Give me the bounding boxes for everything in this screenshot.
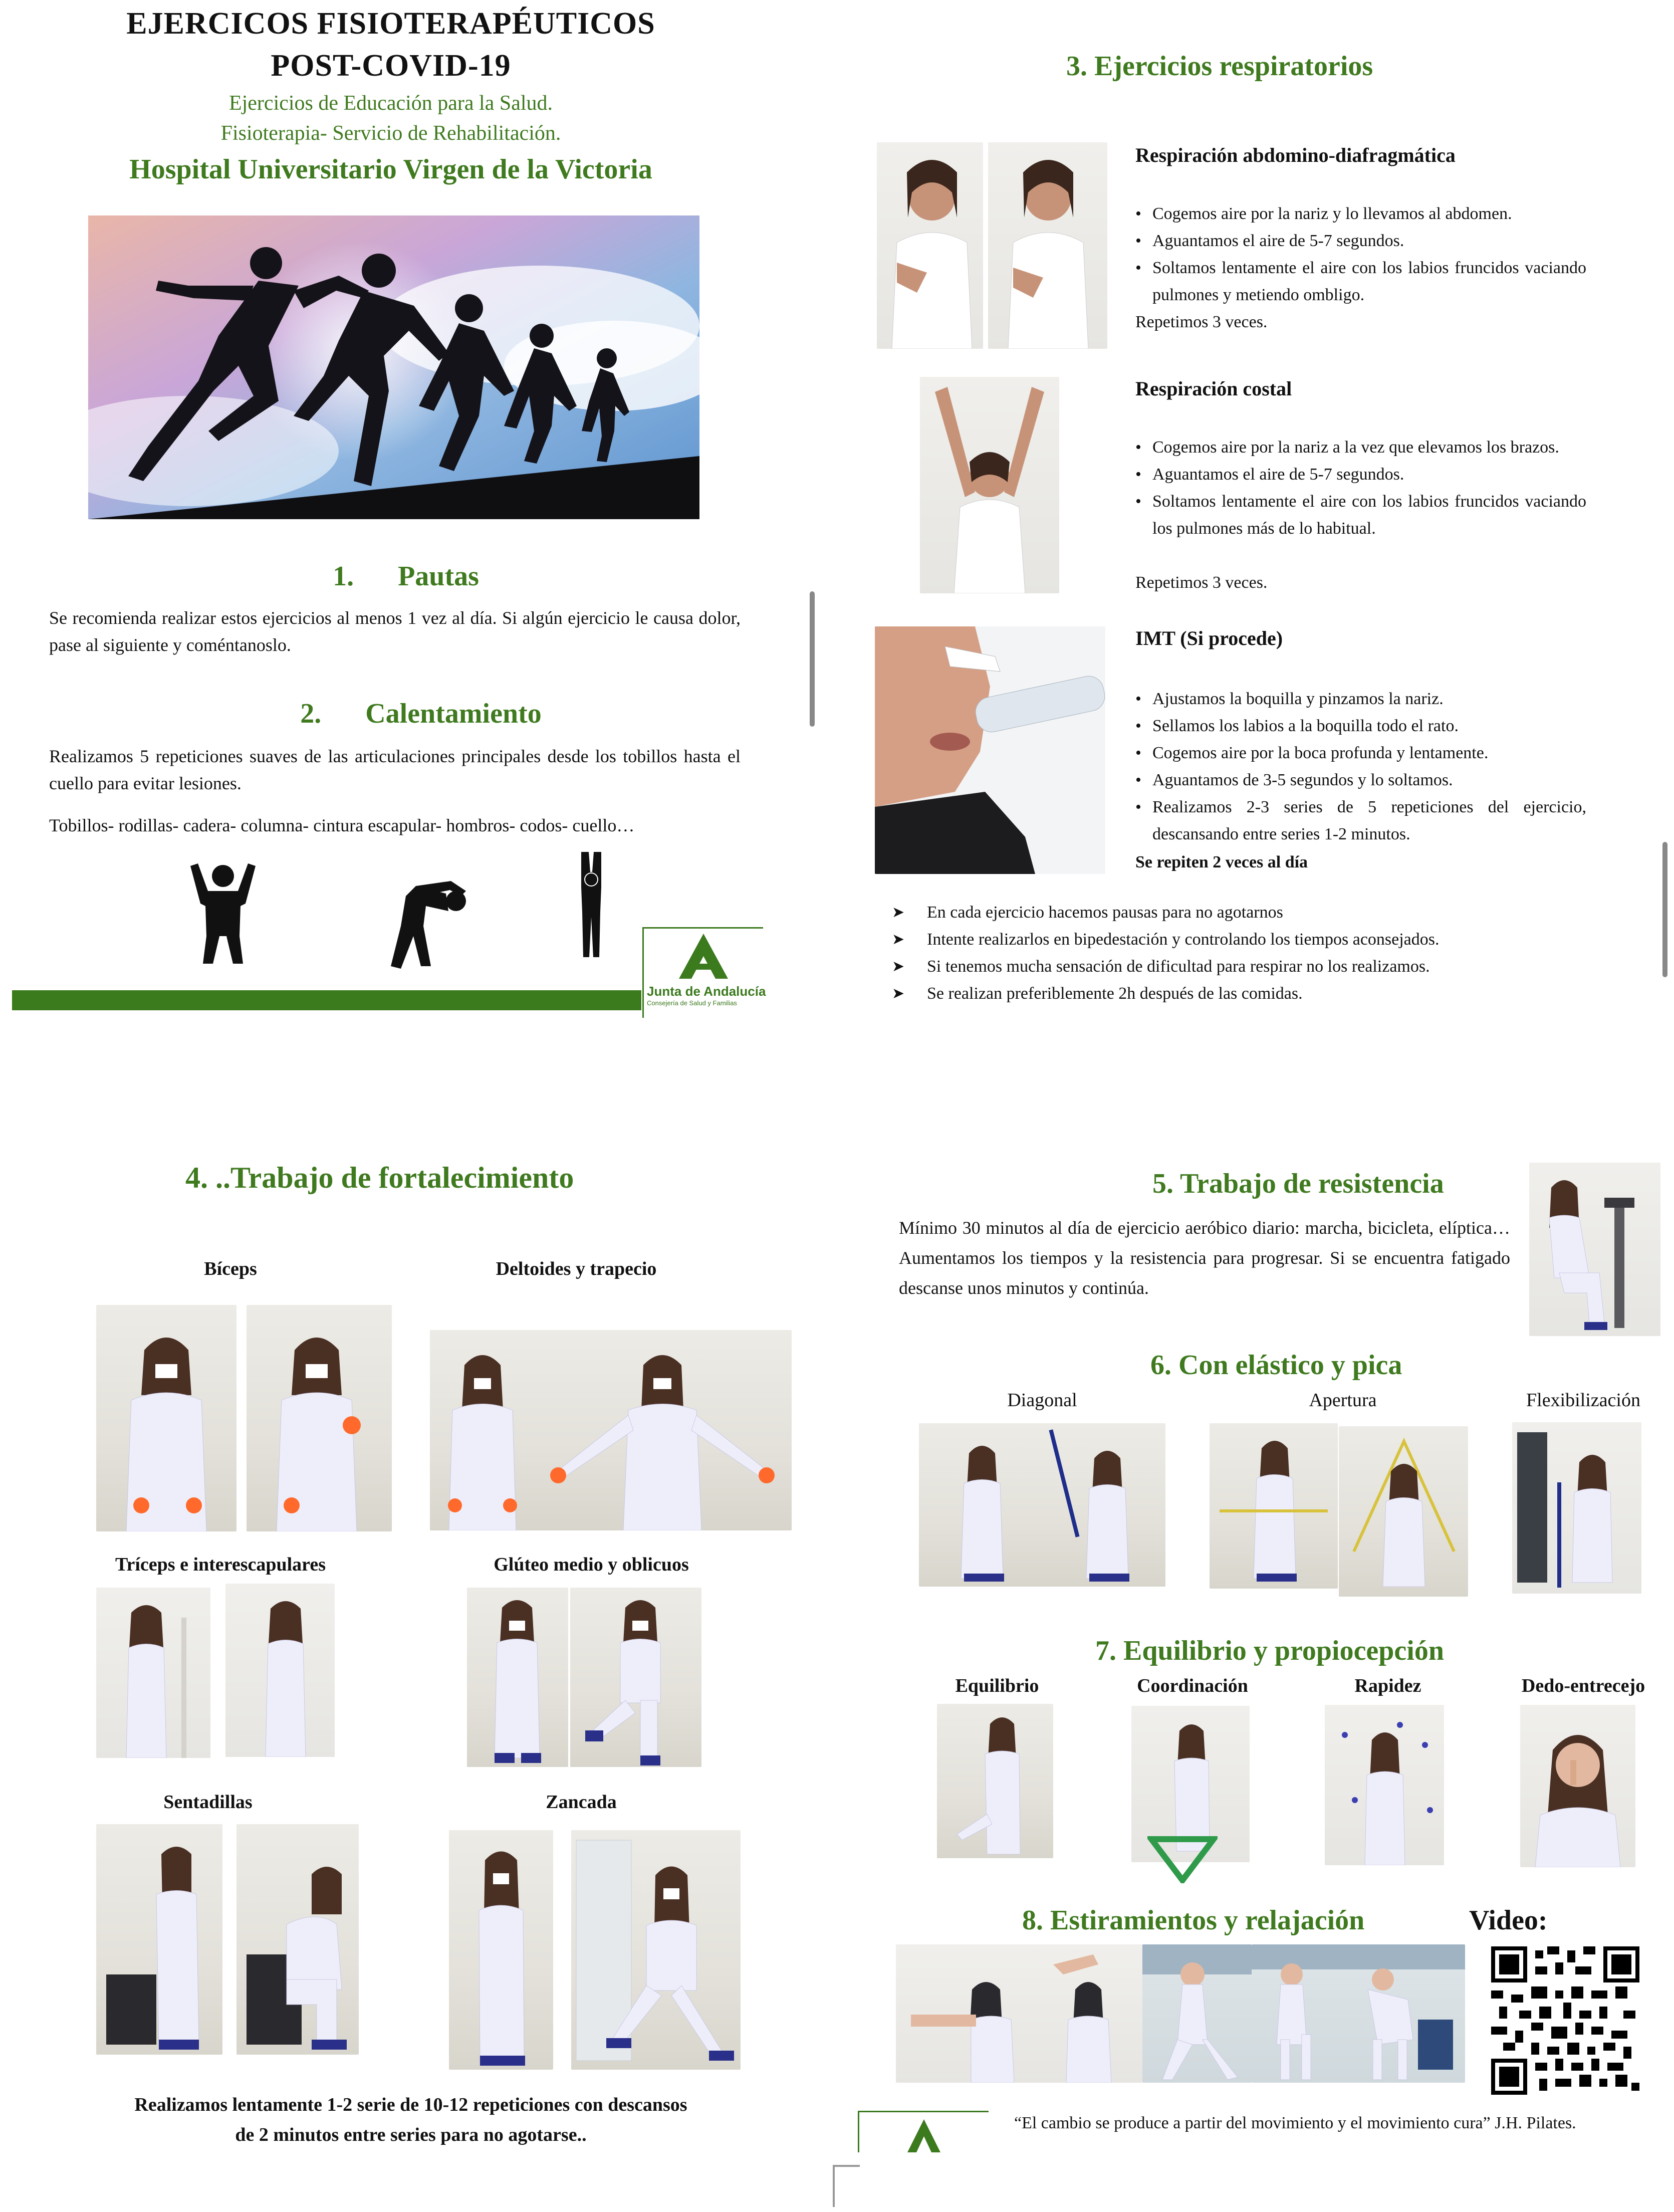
section-4-title: 4. ..Trabajo de fortalecimiento — [185, 1161, 574, 1194]
photo-flexibilizacion — [1512, 1422, 1641, 1594]
title-line-1: EJERCICOS FISIOTERAPÉUTICOS — [126, 7, 655, 41]
section-5-text: Mínimo 30 minutos al día de ejercicio aeróbico diario: marcha, bicicleta, elíptica… Aumentamos los tiempos y la resistencia para progresar. Si se encuentra fatigado descanse unos minutos y continúa. — [899, 1218, 1510, 1298]
pilates-quote: “El cambio se produce a partir del movimiento y el movimiento cura” J.H. Pilates. — [1014, 2114, 1576, 2132]
joint-list: Tobillos- rodillas- cadera- columna- cintura escapular- hombros- codos- cuello… — [49, 815, 635, 835]
junta-logo — [642, 927, 766, 1018]
ex3-item: • Aguantamos de 3-5 segundos y lo soltamos. — [1135, 767, 1586, 794]
scrollbar-left[interactable] — [810, 591, 815, 727]
label-coordinacion: Coordinación — [1137, 1675, 1248, 1696]
section-5-title: 5. Trabajo de resistencia — [1152, 1168, 1444, 1199]
photo-stretch-1 — [896, 1944, 1034, 2083]
title-line-2: POST-COVID-19 — [271, 49, 511, 83]
section-6-title: 6. Con elástico y pica — [1150, 1350, 1402, 1381]
label-deltoides: Deltoides y trapecio — [496, 1258, 657, 1279]
photo-zancada-2 — [571, 1830, 741, 2070]
section-1-text: Se recomienda realizar estos ejercicios al menos 1 vez al día. Si algún ejercicio le causa dolor, pase al siguiente y coméntanoslo. — [49, 608, 741, 655]
label-apertura: Apertura — [1309, 1390, 1377, 1411]
photo-sentadillas-2 — [236, 1824, 359, 2055]
photo-resistance-bike — [1529, 1163, 1660, 1336]
section-2-title: Calentamiento — [365, 698, 542, 729]
note-item: ➤ Se realizan preferiblemente 2h después de las comidas. — [892, 980, 1593, 1007]
ex2-title: Respiración costal — [1135, 377, 1292, 400]
photo-diagonal-2 — [1042, 1423, 1165, 1587]
junta-logo-small — [858, 2111, 989, 2152]
ex3-item: • Cogemos aire por la boca profunda y lentamente. — [1135, 740, 1586, 767]
warmup-pictogram-arms-icon — [185, 861, 261, 971]
label-biceps: Bíceps — [204, 1258, 257, 1279]
ex2-repeat: Repetimos 3 veces. — [1135, 573, 1268, 592]
ex2-item: • Soltamos lentamente el aire con los labios fruncidos vaciando los pulmones más de lo habitual. — [1135, 488, 1586, 542]
label-flexibilizacion: Flexibilización — [1526, 1390, 1640, 1411]
ex1-list — [1135, 200, 1586, 309]
photo-diagonal-1 — [919, 1423, 1045, 1587]
junta-logo-small-mark-icon — [859, 2112, 989, 2152]
ex2-item: • Aguantamos el aire de 5-7 segundos. — [1135, 461, 1586, 488]
photo-triceps-2 — [225, 1584, 335, 1757]
photo-gluteo-2 — [570, 1588, 701, 1767]
warmup-pictogram-stretch-icon — [571, 852, 611, 962]
label-zancada: Zancada — [546, 1792, 617, 1813]
scrollbar-right[interactable] — [1662, 842, 1667, 977]
label-sentadillas: Sentadillas — [163, 1792, 253, 1813]
photo-stretch-3 — [1142, 1944, 1252, 2083]
junta-logo-sub: Consejería de Salud y Familias — [647, 999, 737, 1007]
ex3-item: • Realizamos 2-3 series de 5 repeticiones del ejercicio, descansando entre series 1-2 minutos. — [1135, 794, 1586, 848]
breathing-notes — [892, 899, 1593, 1007]
section-1-title: Pautas — [398, 561, 479, 592]
ex3-item: • Sellamos los labios a la boquilla todo el rato. — [1135, 713, 1586, 740]
junta-logo-name: Junta de Andalucía — [647, 984, 766, 999]
photo-rapidez — [1325, 1705, 1444, 1865]
label-diagonal: Diagonal — [1007, 1390, 1077, 1411]
note-item: ➤ Intente realizarlos en bipedestación y controlando los tiempos aconsejados. — [892, 926, 1593, 953]
section-8-title: 8. Estiramientos y relajación — [1022, 1905, 1365, 1936]
section-3-title: 3. Ejercicios respiratorios — [1066, 51, 1373, 82]
photo-apertura-2 — [1339, 1426, 1468, 1597]
junta-logo-mark-icon — [644, 929, 763, 984]
hospital-name: Hospital Universitario Virgen de la Victoria — [129, 154, 652, 185]
section-7-title: 7. Equilibrio y propiocepción — [1095, 1635, 1444, 1666]
note-item: ➤ En cada ejercicio hacemos pausas para no agotarnos — [892, 899, 1593, 926]
ex2-list — [1135, 434, 1586, 542]
section-2-text: Realizamos 5 repeticiones suaves de las articulaciones principales desde los tobillos hasta el cuello para evitar lesiones. — [49, 746, 741, 793]
subtitle-line-2: Fisioterapia- Servicio de Rehabilitación. — [220, 122, 561, 145]
photo-zancada-1 — [449, 1830, 553, 2070]
qr-code-icon[interactable] — [1491, 1946, 1639, 2095]
footer-green-bar — [12, 990, 641, 1010]
photo-dedo-entrecejo — [1520, 1705, 1635, 1867]
photo-costal-breathing — [920, 377, 1059, 593]
hero-runners-image — [88, 215, 699, 519]
label-dedo-entrecejo: Dedo-entrecejo — [1521, 1675, 1645, 1696]
label-rapidez: Rapidez — [1354, 1675, 1421, 1696]
section-2-heading — [261, 698, 581, 730]
ex3-title: IMT (Si procede) — [1135, 627, 1283, 649]
strength-footer-line-2: de 2 minutos entre series para no agotarse.. — [235, 2124, 587, 2145]
ex3-item: • Ajustamos la boquilla y pinzamos la nariz. — [1135, 686, 1586, 713]
photo-biceps-1 — [96, 1305, 236, 1531]
label-equilibrio: Equilibrio — [955, 1675, 1039, 1696]
section-1-number: 1. — [333, 561, 354, 592]
ex3-repeat: Se repiten 2 veces al día — [1135, 853, 1308, 871]
triangle-marker-icon — [1147, 1835, 1218, 1883]
note-item: ➤ Si tenemos mucha sensación de dificultad para respirar no los realizamos. — [892, 953, 1593, 980]
photo-stretch-2 — [1033, 1944, 1142, 2083]
label-gluteo: Glúteo medio y oblicuos — [494, 1554, 689, 1575]
label-triceps: Tríceps e interescapulares — [115, 1554, 326, 1575]
photo-stretch-5 — [1333, 1944, 1465, 2083]
photo-gluteo-1 — [467, 1588, 568, 1767]
ex3-list — [1135, 686, 1586, 848]
photo-apertura-1 — [1210, 1423, 1338, 1589]
photo-biceps-2 — [247, 1305, 392, 1531]
strength-footer-line-1: Realizamos lentamente 1-2 serie de 10-12 repeticiones con descansos — [134, 2094, 687, 2115]
photo-deltoides-2 — [533, 1330, 792, 1530]
corner-marker — [833, 2165, 860, 2207]
photo-equilibrio — [937, 1704, 1053, 1858]
warmup-pictogram-bend-icon — [386, 871, 471, 971]
section-2-number: 2. — [300, 698, 322, 729]
photo-sentadillas-1 — [96, 1824, 222, 2055]
photo-abdominal-breathing-2 — [988, 142, 1107, 349]
ex1-repeat: Repetimos 3 veces. — [1135, 313, 1268, 331]
photo-imt-device — [875, 626, 1105, 874]
photo-abdominal-breathing-1 — [877, 142, 983, 349]
ex1-item: • Aguantamos el aire de 5-7 segundos. — [1135, 228, 1586, 255]
ex2-item: • Cogemos aire por la nariz a la vez que elevamos los brazos. — [1135, 434, 1586, 461]
subtitle-line-1: Ejercicios de Educación para la Salud. — [228, 92, 553, 115]
photo-deltoides-1 — [430, 1330, 535, 1530]
ex1-item: • Soltamos lentamente el aire con los labios fruncidos vaciando pulmones y metiendo ombligo. — [1135, 255, 1586, 309]
photo-stretch-4 — [1252, 1944, 1334, 2083]
video-label: Video: — [1469, 1905, 1548, 1936]
ex1-item: • Cogemos aire por la nariz y lo llevamos al abdomen. — [1135, 200, 1586, 228]
section-1-heading — [301, 560, 511, 592]
photo-triceps-1 — [96, 1588, 210, 1758]
ex1-title: Respiración abdomino-diafragmática — [1135, 144, 1456, 166]
